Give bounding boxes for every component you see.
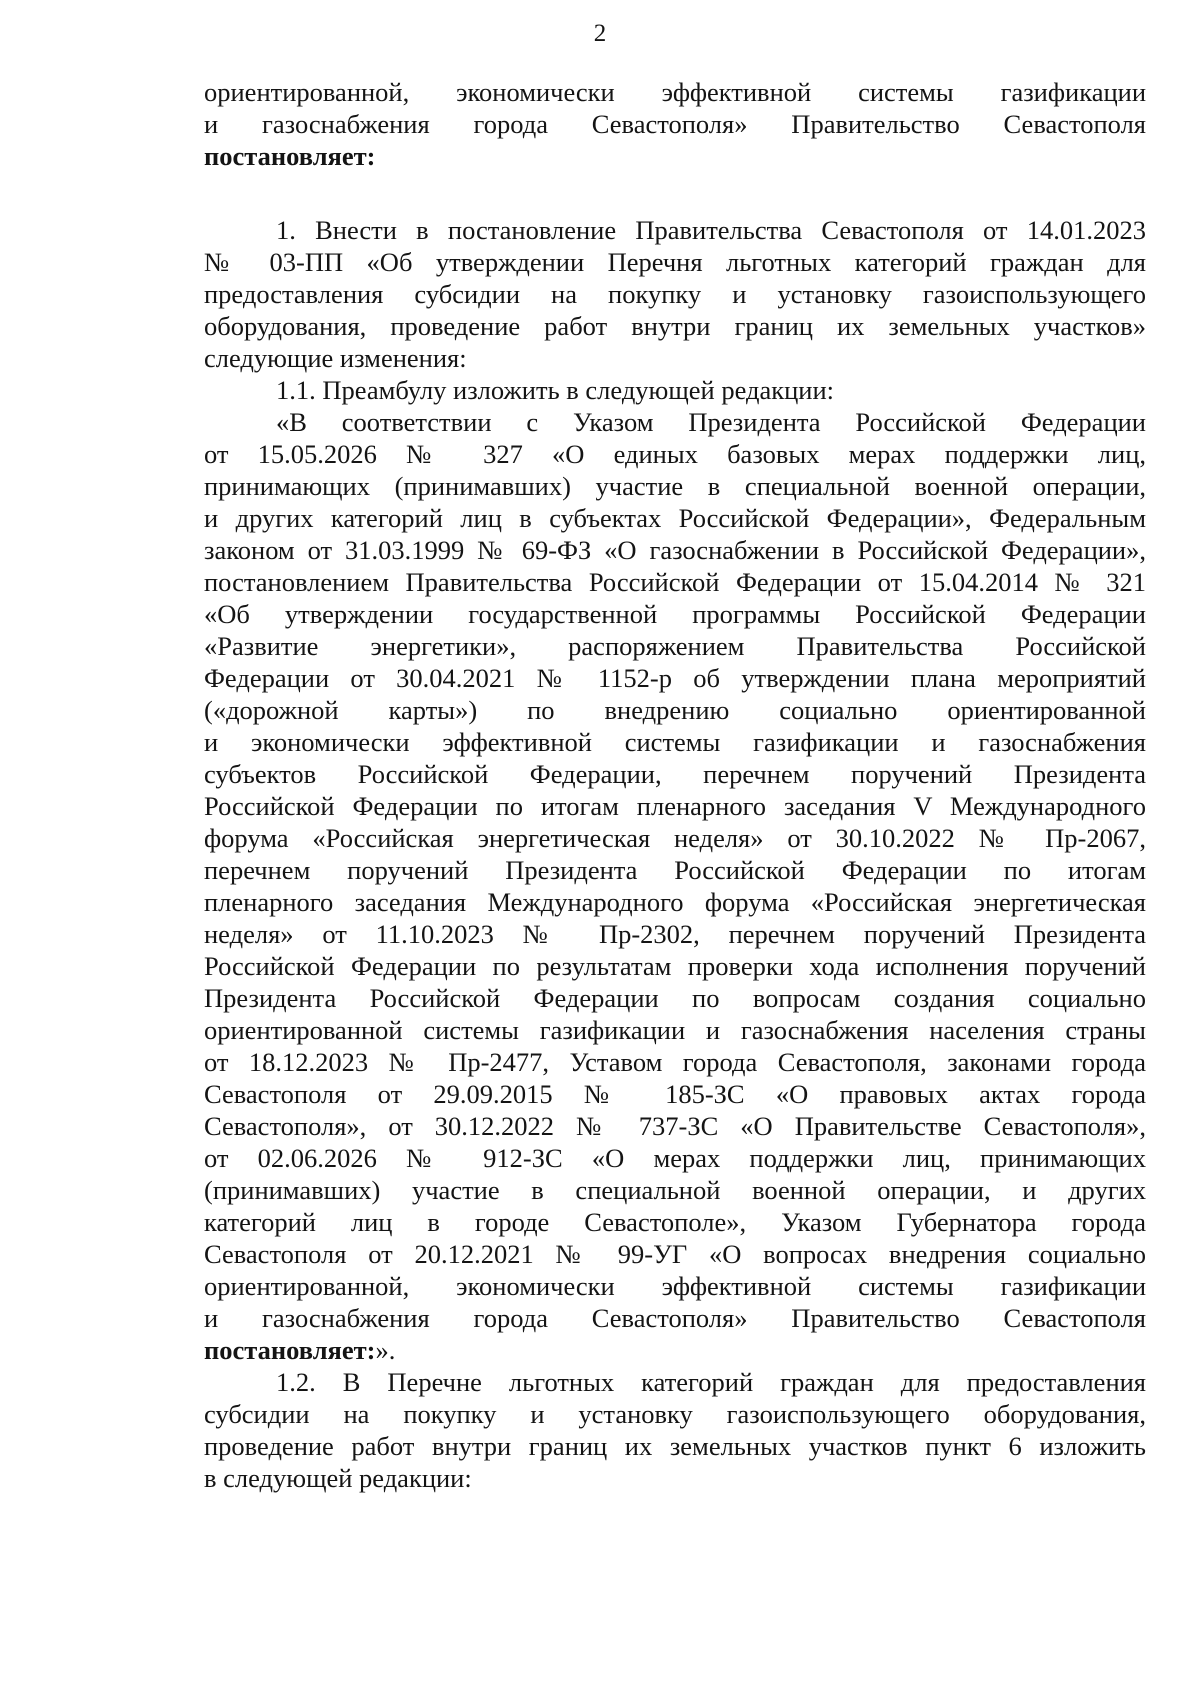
text-line: Российской Федерации по результатам проверки хода исполнения поручений [204, 951, 1146, 981]
quote-end: ». [375, 1335, 396, 1365]
text-line: и газоснабжения города Севастополя» Правительство Севастополя [204, 1303, 1146, 1333]
text-line: ориентированной, экономически эффективной системы газификации [204, 77, 1146, 107]
text-line: Президента Российской Федерации по вопросам создания социально [204, 983, 1146, 1013]
text-line: Федерации от 30.04.2021 № 1152-р об утверждении плана мероприятий [204, 663, 1146, 693]
paragraph-1-1: 1.1. Преамбулу изложить в следующей редакции: [276, 375, 835, 405]
text-line: категорий лиц в городе Севастополе», Указом Губернатора города [204, 1207, 1146, 1237]
resolution-word: постановляет: [204, 1335, 376, 1365]
paragraph-1 [204, 214, 1146, 406]
text-line: 1.2. В Перечне льготных категорий граждан для предоставления [276, 1367, 1146, 1397]
text-line: проведение работ внутри границ их земельных участков пункт 6 изложить [204, 1431, 1146, 1461]
text-line: перечнем поручений Президента Российской Федерации по итогам [204, 855, 1146, 885]
text-line: от 18.12.2023 № Пр-2477, Уставом города Севастополя, законами города [204, 1047, 1146, 1077]
text-line: предоставления субсидии на покупку и установку газоиспользующего [204, 279, 1146, 309]
text-line: неделя» от 11.10.2023 № Пр-2302, перечнем поручений Президента [204, 919, 1146, 949]
text-line: № 03-ПП «Об утверждении Перечня льготных категорий граждан для [204, 247, 1146, 277]
text-line: и газоснабжения города Севастополя» Правительство Севастополя [204, 109, 1146, 139]
text-line: Севастополя от 20.12.2021 № 99-УГ «О вопросах внедрения социально [204, 1239, 1146, 1269]
text-line: в следующей редакции: [204, 1463, 472, 1493]
text-line: и экономически эффективной системы газификации и газоснабжения [204, 727, 1146, 757]
text-line: от 15.05.2026 № 327 «О единых базовых мерах поддержки лиц, [204, 439, 1146, 469]
text-line: «Развитие энергетики», распоряжением Правительства Российской [204, 631, 1146, 661]
text-line: 1. Внести в постановление Правительства Севастополя от 14.01.2023 [276, 215, 1146, 245]
text-line: «Об утверждении государственной программы Российской Федерации [204, 599, 1146, 629]
text-line: («дорожной карты») по внедрению социально ориентированной [204, 695, 1146, 725]
preamble-quote [204, 406, 1146, 1366]
text-line: ориентированной, экономически эффективной системы газификации [204, 1271, 1146, 1301]
text-line: субсидии на покупку и установку газоиспользующего оборудования, [204, 1399, 1146, 1429]
text-line: Севастополя», от 30.12.2022 № 737-ЗС «О Правительстве Севастополя», [204, 1111, 1146, 1141]
paragraph-1-2 [204, 1366, 1146, 1494]
text-line: ориентированной системы газификации и газоснабжения населения страны [204, 1015, 1146, 1045]
text-line: субъектов Российской Федерации, перечнем поручений Президента [204, 759, 1146, 789]
text-line: пленарного заседания Международного форума «Российская энергетическая [204, 887, 1146, 917]
text-line: Российской Федерации по итогам пленарного заседания V Международного [204, 791, 1146, 821]
text-line: и других категорий лиц в субъектах Российской Федерации», Федеральным [204, 503, 1146, 533]
text-line: оборудования, проведение работ внутри границ их земельных участков» [204, 311, 1146, 341]
preamble-resolution-line [204, 1334, 1146, 1366]
text-line: законом от 31.03.1999 № 69-ФЗ «О газоснабжении в Российской Федерации», [204, 535, 1146, 565]
text-line: от 02.06.2026 № 912-ЗС «О мерах поддержки лиц, принимающих [204, 1143, 1146, 1173]
text-line: «В соответствии с Указом Президента Российской Федерации [276, 407, 1146, 437]
text-line: следующие изменения: [204, 343, 467, 373]
text-line: постановлением Правительства Российской Федерации от 15.04.2014 № 321 [204, 567, 1146, 597]
text-line: форума «Российская энергетическая неделя» от 30.10.2022 № Пр-2067, [204, 823, 1146, 853]
page-number: 2 [593, 20, 607, 47]
text-line: принимающих (принимавших) участие в специальной военной операции, [204, 471, 1146, 501]
resolution-word: постановляет: [204, 141, 376, 171]
text-line: Севастополя от 29.09.2015 № 185-ЗС «О правовых актах города [204, 1079, 1146, 1109]
text-line: (принимавших) участие в специальной военной операции, и других [204, 1175, 1146, 1205]
intro-paragraph [204, 76, 1146, 172]
